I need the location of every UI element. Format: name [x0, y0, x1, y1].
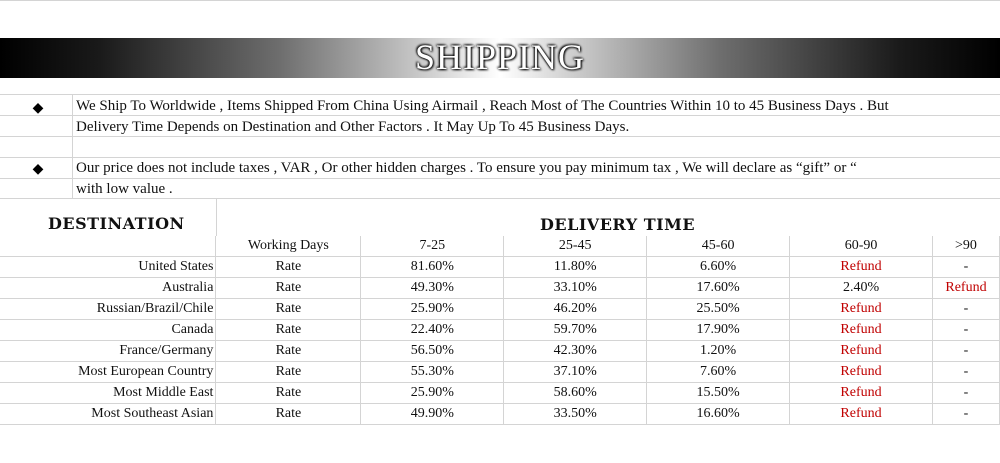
destination-cell: Most Middle East — [0, 383, 216, 404]
table-cell: 46.20% — [504, 299, 647, 320]
table-cell — [0, 236, 216, 257]
table-cell: - — [932, 341, 999, 362]
notice-line: We Ship To Worldwide , Items Shipped From China Using Airmail , Reach Most of The Countries Within 10 to 45 Business Days . But — [76, 98, 889, 114]
table-cell: Refund — [790, 257, 933, 278]
notice-line: Our price does not include taxes , VAR , Or other hidden charges . To ensure you pay minimum tax , We will declare as “gift” or “ — [76, 160, 857, 176]
destination-header: DESTINATION — [48, 214, 185, 233]
column-header: 7-25 — [361, 236, 504, 257]
table-cell: 17.90% — [647, 320, 790, 341]
table-cell: Rate — [216, 278, 361, 299]
column-header: Working Days — [216, 236, 361, 257]
table-cell: 33.10% — [504, 278, 647, 299]
table-cell: Rate — [216, 404, 361, 425]
destination-cell: Most Southeast Asian — [0, 404, 216, 425]
table-cell: Rate — [216, 383, 361, 404]
table-cell: 2.40% — [790, 278, 933, 299]
table-cell: 6.60% — [647, 257, 790, 278]
table-cell: 81.60% — [361, 257, 504, 278]
grid-line — [72, 94, 73, 198]
table-cell: Refund — [790, 362, 933, 383]
column-header: 45-60 — [647, 236, 790, 257]
table-cell: - — [932, 404, 999, 425]
table-cell: - — [932, 320, 999, 341]
diamond-bullet-icon: ◆ — [32, 101, 44, 116]
table-cell: 11.80% — [504, 257, 647, 278]
table-cell: - — [932, 383, 999, 404]
table-cell: 37.10% — [504, 362, 647, 383]
column-header: >90 — [932, 236, 999, 257]
table-cell: Rate — [216, 257, 361, 278]
table-cell: 22.40% — [361, 320, 504, 341]
table-cell: - — [932, 257, 999, 278]
table-cell: 25.90% — [361, 299, 504, 320]
table-cell: Refund — [790, 383, 933, 404]
table-cell: 25.90% — [361, 383, 504, 404]
table-cell: 33.50% — [504, 404, 647, 425]
banner-title: SHIPPING — [414, 37, 586, 77]
column-header: 60-90 — [790, 236, 933, 257]
delivery-time-header: DELIVERY TIME — [540, 215, 696, 234]
table-cell: Rate — [216, 362, 361, 383]
table-cell: 42.30% — [504, 341, 647, 362]
shipping-notice — [76, 96, 996, 138]
table-cell: - — [932, 362, 999, 383]
destination-cell: Most European Country — [0, 362, 216, 383]
table-cell: 7.60% — [647, 362, 790, 383]
table-cell: 58.60% — [504, 383, 647, 404]
table-cell: 25.50% — [647, 299, 790, 320]
table-cell: 16.60% — [647, 404, 790, 425]
table-cell: 1.20% — [647, 341, 790, 362]
grid-line — [0, 94, 1000, 95]
notice-line: Delivery Time Depends on Destination and Other Factors . It May Up To 45 Business Days. — [76, 119, 630, 135]
table-cell: Rate — [216, 299, 361, 320]
notice-line: with low value . — [76, 181, 173, 197]
table-cell: Refund — [790, 299, 933, 320]
table-row — [0, 320, 1000, 341]
table-row — [0, 362, 1000, 383]
table-cell: Refund — [790, 320, 933, 341]
table-cell: 15.50% — [647, 383, 790, 404]
destination-cell: United States — [0, 257, 216, 278]
table-row — [0, 299, 1000, 320]
grid-line — [216, 198, 217, 236]
table-cell: Rate — [216, 320, 361, 341]
table-cell: Refund — [790, 404, 933, 425]
table-cell: 55.30% — [361, 362, 504, 383]
table-row — [0, 341, 1000, 362]
destination-cell: France/Germany — [0, 341, 216, 362]
destination-cell: Australia — [0, 278, 216, 299]
table-cell: 17.60% — [647, 278, 790, 299]
column-header: 25-45 — [504, 236, 647, 257]
table-row — [0, 404, 1000, 425]
grid-line — [0, 0, 1000, 1]
destination-cell: Canada — [0, 320, 216, 341]
table-row — [0, 383, 1000, 404]
table-cell: Rate — [216, 341, 361, 362]
destination-cell: Russian/Brazil/Chile — [0, 299, 216, 320]
table-cell: 49.30% — [361, 278, 504, 299]
table-cell: 59.70% — [504, 320, 647, 341]
table-cell: 56.50% — [361, 341, 504, 362]
diamond-bullet-icon: ◆ — [32, 162, 44, 177]
table-row — [0, 278, 1000, 299]
table-cell: Refund — [790, 341, 933, 362]
delivery-rate-table — [0, 236, 1000, 425]
table-header-row — [0, 236, 1000, 257]
table-row — [0, 257, 1000, 278]
tax-notice — [76, 158, 996, 200]
table-cell: 49.90% — [361, 404, 504, 425]
table-cell: - — [932, 299, 999, 320]
table-cell: Refund — [932, 278, 999, 299]
